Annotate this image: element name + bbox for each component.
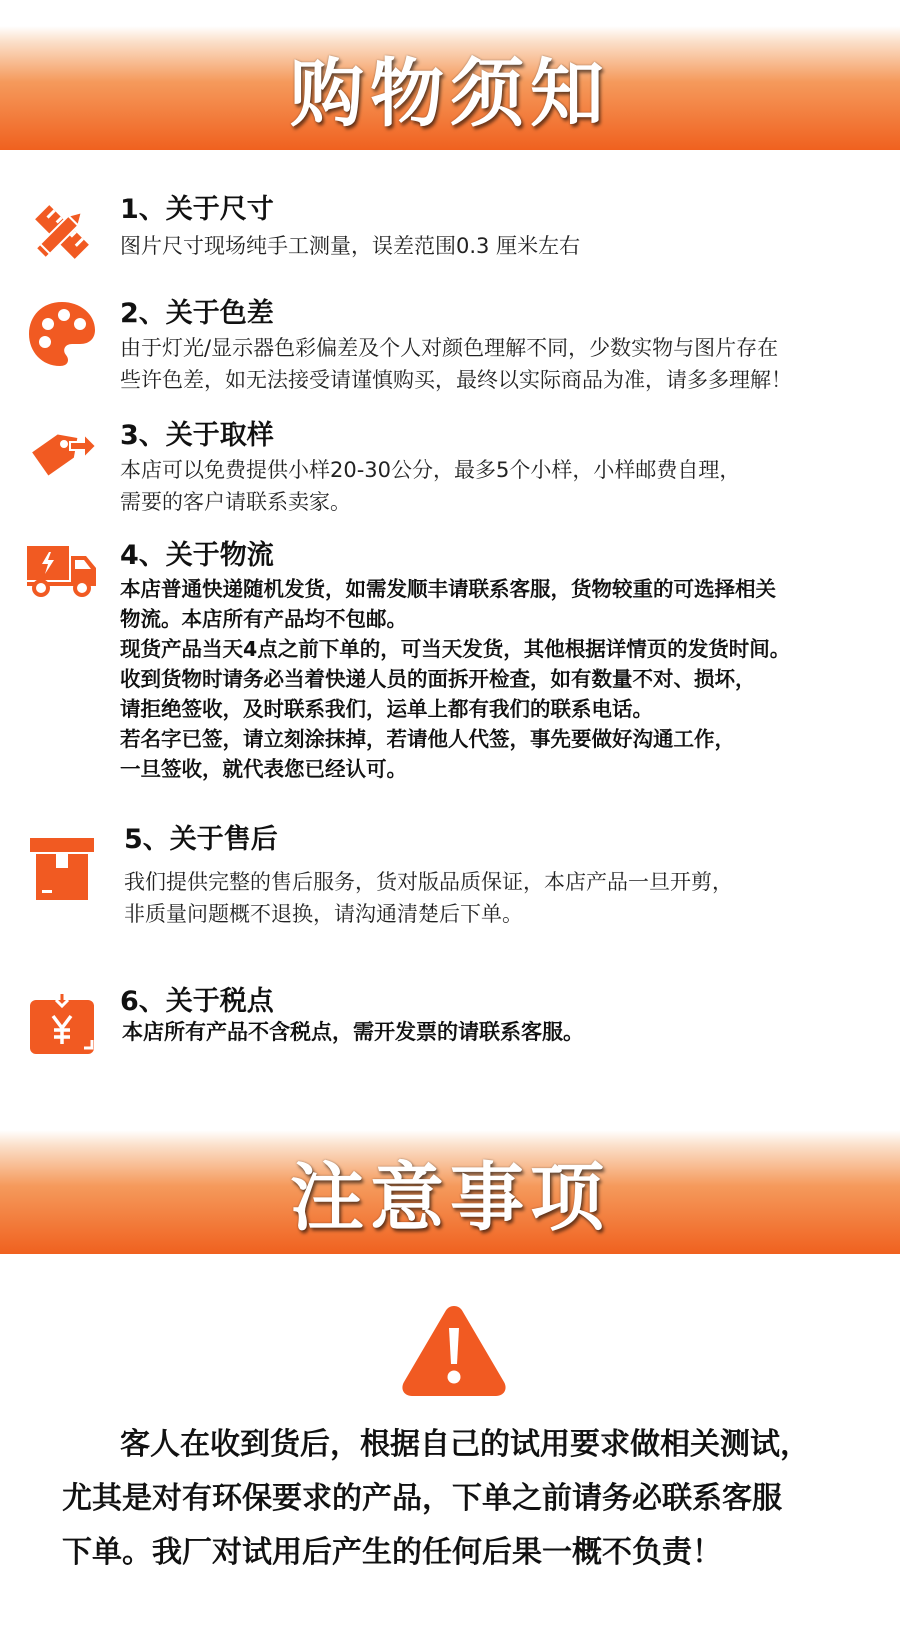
banner-title-shopping-notice: 购物须知 (290, 51, 610, 137)
item-title: 2、关于色差 (120, 298, 274, 329)
notice-text: 客人在收到货后，根据自己的试用要求做相关测试， 尤其是对有环保要求的产品，下单之前请务必联系客服 下单。我厂对试用后产生的任何后果一概不负责！ (62, 1427, 810, 1570)
item-description: 本店所有产品不含税点，需开发票的请联系客服。 (122, 1020, 584, 1044)
precautions-banner (0, 1130, 900, 1254)
banner-title-precautions: 注意事项 (290, 1155, 610, 1241)
item-description: 本店可以免费提供小样20-30公分，最多5个小样，小样邮费自理， 需要的客户请联系卖家。 (120, 458, 741, 514)
item-description: 由于灯光/显示器色彩偏差及个人对颜色理解不同，少数实物与图片存在 些许色差，如无法接受请谨慎购买，最终以实际商品为准，请多多理解！ (120, 336, 792, 392)
ruler-pencil-icon (26, 196, 98, 268)
box-icon (26, 834, 98, 906)
item-title: 6、关于税点 (120, 986, 274, 1017)
item-description: 本店普通快递随机发货，如需发顺丰请联系客服，货物较重的可选择相关 物流。本店所有产品均不包邮。 现货产品当天4点之前下单的，可当天发货，其他根据详情页的发货时间。 收到货物时请务必当着快递人员的面拆开检查，如有数量不对、损坏， 请拒绝签收，及时联系我们，运单上都有我们的联系电话。 若名字已签，请立刻涂抹掉，若请他人代签，事先要做好沟通工作， 一旦签收，就代表您已经认可。 (120, 577, 791, 781)
shopping-notice-banner (0, 26, 900, 150)
palette-icon (26, 298, 98, 370)
item-title: 1、关于尺寸 (120, 194, 274, 225)
tag-arrow-icon (26, 422, 98, 494)
delivery-truck-icon (26, 542, 98, 614)
item-title: 5、关于售后 (124, 824, 278, 855)
warning-icon (398, 1300, 510, 1400)
item-description: 图片尺寸现场纯手工测量，误差范围0.3 厘米左右 (120, 234, 581, 258)
item-title: 3、关于取样 (120, 420, 274, 451)
yuan-invoice-icon (26, 990, 98, 1062)
item-description: 我们提供完整的售后服务，货对版品质保证，本店产品一旦开剪， 非质量问题概不退换，请沟通清楚后下单。 (124, 870, 733, 926)
item-title: 4、关于物流 (120, 540, 274, 571)
